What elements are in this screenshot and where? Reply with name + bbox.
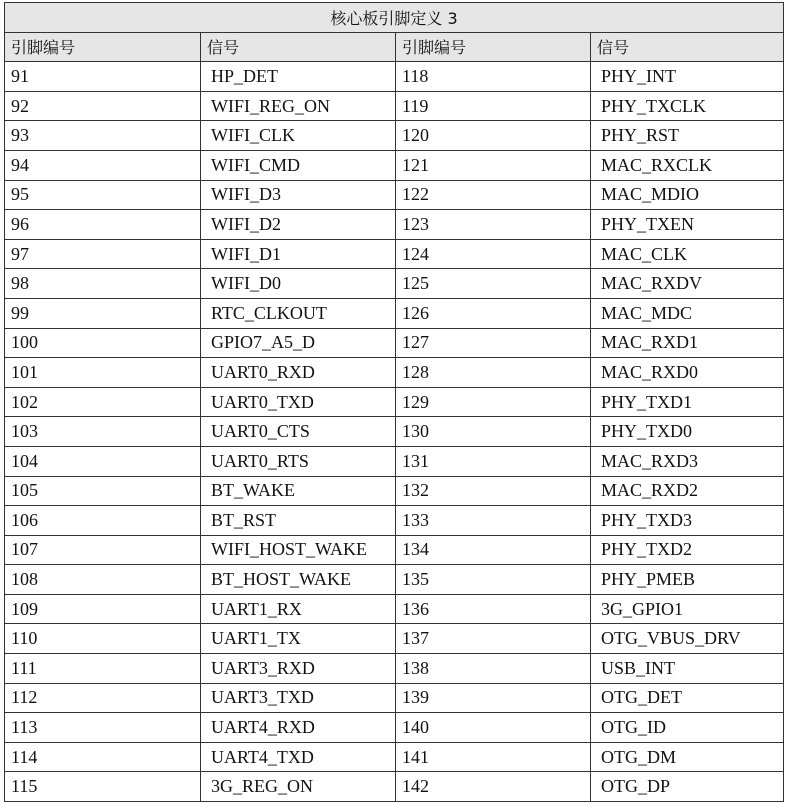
signal-cell: HP_DET [201, 62, 396, 92]
pin-number-cell: 112 [5, 683, 201, 713]
pin-number-cell: 135 [396, 565, 591, 595]
table-row [5, 121, 784, 151]
signal-cell: WIFI_D1 [201, 239, 396, 269]
pin-number-cell: 133 [396, 506, 591, 536]
signal-cell: UART4_RXD [201, 713, 396, 743]
signal-cell: MAC_CLK [591, 239, 784, 269]
signal-cell: MAC_RXD2 [591, 476, 784, 506]
signal-cell: WIFI_D0 [201, 269, 396, 299]
table-row [5, 565, 784, 595]
pin-number-cell: 132 [396, 476, 591, 506]
pin-definition-table [4, 2, 784, 802]
pin-number-cell: 109 [5, 594, 201, 624]
pin-number-cell: 107 [5, 535, 201, 565]
pin-number-cell: 136 [396, 594, 591, 624]
pin-number-cell: 137 [396, 624, 591, 654]
table-row [5, 713, 784, 743]
table-row [5, 210, 784, 240]
header-signal-1: 信号 [201, 32, 396, 62]
pin-number-cell: 121 [396, 150, 591, 180]
pin-number-cell: 103 [5, 417, 201, 447]
signal-cell: PHY_PMEB [591, 565, 784, 595]
signal-cell: 3G_REG_ON [201, 772, 396, 802]
pin-number-cell: 111 [5, 654, 201, 684]
signal-cell: BT_WAKE [201, 476, 396, 506]
pin-number-cell: 96 [5, 210, 201, 240]
table-row [5, 62, 784, 92]
table-row [5, 358, 784, 388]
table-row [5, 239, 784, 269]
table-row [5, 91, 784, 121]
signal-cell: PHY_TXEN [591, 210, 784, 240]
table-row [5, 594, 784, 624]
signal-cell: PHY_INT [591, 62, 784, 92]
pin-number-cell: 140 [396, 713, 591, 743]
signal-cell: UART3_RXD [201, 654, 396, 684]
signal-cell: WIFI_CLK [201, 121, 396, 151]
signal-cell: MAC_RXD3 [591, 446, 784, 476]
signal-cell: OTG_DM [591, 742, 784, 772]
table-row [5, 446, 784, 476]
header-pin-number-2: 引脚编号 [396, 32, 591, 62]
signal-cell: UART3_TXD [201, 683, 396, 713]
pin-number-cell: 93 [5, 121, 201, 151]
table-row [5, 506, 784, 536]
pin-number-cell: 91 [5, 62, 201, 92]
pin-number-cell: 128 [396, 358, 591, 388]
signal-cell: UART4_TXD [201, 742, 396, 772]
signal-cell: MAC_RXD0 [591, 358, 784, 388]
pin-number-cell: 130 [396, 417, 591, 447]
pin-number-cell: 120 [396, 121, 591, 151]
pin-number-cell: 102 [5, 387, 201, 417]
table-row [5, 683, 784, 713]
pin-number-cell: 115 [5, 772, 201, 802]
pin-number-cell: 113 [5, 713, 201, 743]
pin-number-cell: 92 [5, 91, 201, 121]
signal-cell: UART0_CTS [201, 417, 396, 447]
pin-number-cell: 108 [5, 565, 201, 595]
pin-number-cell: 124 [396, 239, 591, 269]
pin-number-cell: 106 [5, 506, 201, 536]
signal-cell: USB_INT [591, 654, 784, 684]
signal-cell: UART0_RTS [201, 446, 396, 476]
signal-cell: WIFI_REG_ON [201, 91, 396, 121]
pin-number-cell: 142 [396, 772, 591, 802]
signal-cell: PHY_TXD2 [591, 535, 784, 565]
table-row [5, 387, 784, 417]
table-row [5, 298, 784, 328]
signal-cell: MAC_MDIO [591, 180, 784, 210]
signal-cell: WIFI_CMD [201, 150, 396, 180]
signal-cell: BT_RST [201, 506, 396, 536]
signal-cell: UART1_TX [201, 624, 396, 654]
table-row [5, 742, 784, 772]
signal-cell: PHY_TXD1 [591, 387, 784, 417]
pin-number-cell: 119 [396, 91, 591, 121]
pin-number-cell: 138 [396, 654, 591, 684]
signal-cell: BT_HOST_WAKE [201, 565, 396, 595]
pin-number-cell: 125 [396, 269, 591, 299]
header-pin-number-1: 引脚编号 [5, 32, 201, 62]
pin-number-cell: 99 [5, 298, 201, 328]
signal-cell: WIFI_D3 [201, 180, 396, 210]
pin-number-cell: 105 [5, 476, 201, 506]
signal-cell: OTG_ID [591, 713, 784, 743]
signal-cell: PHY_TXCLK [591, 91, 784, 121]
pin-number-cell: 129 [396, 387, 591, 417]
table-row [5, 269, 784, 299]
signal-cell: WIFI_HOST_WAKE [201, 535, 396, 565]
pin-number-cell: 94 [5, 150, 201, 180]
signal-cell: OTG_DET [591, 683, 784, 713]
pin-number-cell: 110 [5, 624, 201, 654]
pin-number-cell: 127 [396, 328, 591, 358]
signal-cell: MAC_RXCLK [591, 150, 784, 180]
pin-number-cell: 104 [5, 446, 201, 476]
signal-cell: OTG_DP [591, 772, 784, 802]
pin-number-cell: 101 [5, 358, 201, 388]
pin-number-cell: 97 [5, 239, 201, 269]
table-row [5, 180, 784, 210]
pin-number-cell: 126 [396, 298, 591, 328]
signal-cell: WIFI_D2 [201, 210, 396, 240]
pin-number-cell: 118 [396, 62, 591, 92]
signal-cell: PHY_RST [591, 121, 784, 151]
signal-cell: MAC_MDC [591, 298, 784, 328]
table-row [5, 476, 784, 506]
signal-cell: PHY_TXD0 [591, 417, 784, 447]
pin-number-cell: 122 [396, 180, 591, 210]
table-row [5, 417, 784, 447]
pin-number-cell: 131 [396, 446, 591, 476]
signal-cell: RTC_CLKOUT [201, 298, 396, 328]
pin-number-cell: 123 [396, 210, 591, 240]
pin-number-cell: 141 [396, 742, 591, 772]
signal-cell: PHY_TXD3 [591, 506, 784, 536]
table-row [5, 535, 784, 565]
table-row [5, 328, 784, 358]
table-title: 核心板引脚定义 3 [5, 3, 784, 33]
signal-cell: MAC_RXDV [591, 269, 784, 299]
pin-number-cell: 95 [5, 180, 201, 210]
table-row [5, 624, 784, 654]
signal-cell: UART0_TXD [201, 387, 396, 417]
pin-number-cell: 114 [5, 742, 201, 772]
signal-cell: MAC_RXD1 [591, 328, 784, 358]
header-signal-2: 信号 [591, 32, 784, 62]
signal-cell: UART0_RXD [201, 358, 396, 388]
signal-cell: GPIO7_A5_D [201, 328, 396, 358]
table-header-row [5, 32, 784, 62]
signal-cell: OTG_VBUS_DRV [591, 624, 784, 654]
pin-number-cell: 134 [396, 535, 591, 565]
table-title-row [5, 3, 784, 33]
table-row [5, 654, 784, 684]
pin-number-cell: 100 [5, 328, 201, 358]
table-row [5, 772, 784, 802]
pin-number-cell: 98 [5, 269, 201, 299]
signal-cell: UART1_RX [201, 594, 396, 624]
pin-table-container [4, 2, 784, 802]
signal-cell: 3G_GPIO1 [591, 594, 784, 624]
pin-number-cell: 139 [396, 683, 591, 713]
table-row [5, 150, 784, 180]
